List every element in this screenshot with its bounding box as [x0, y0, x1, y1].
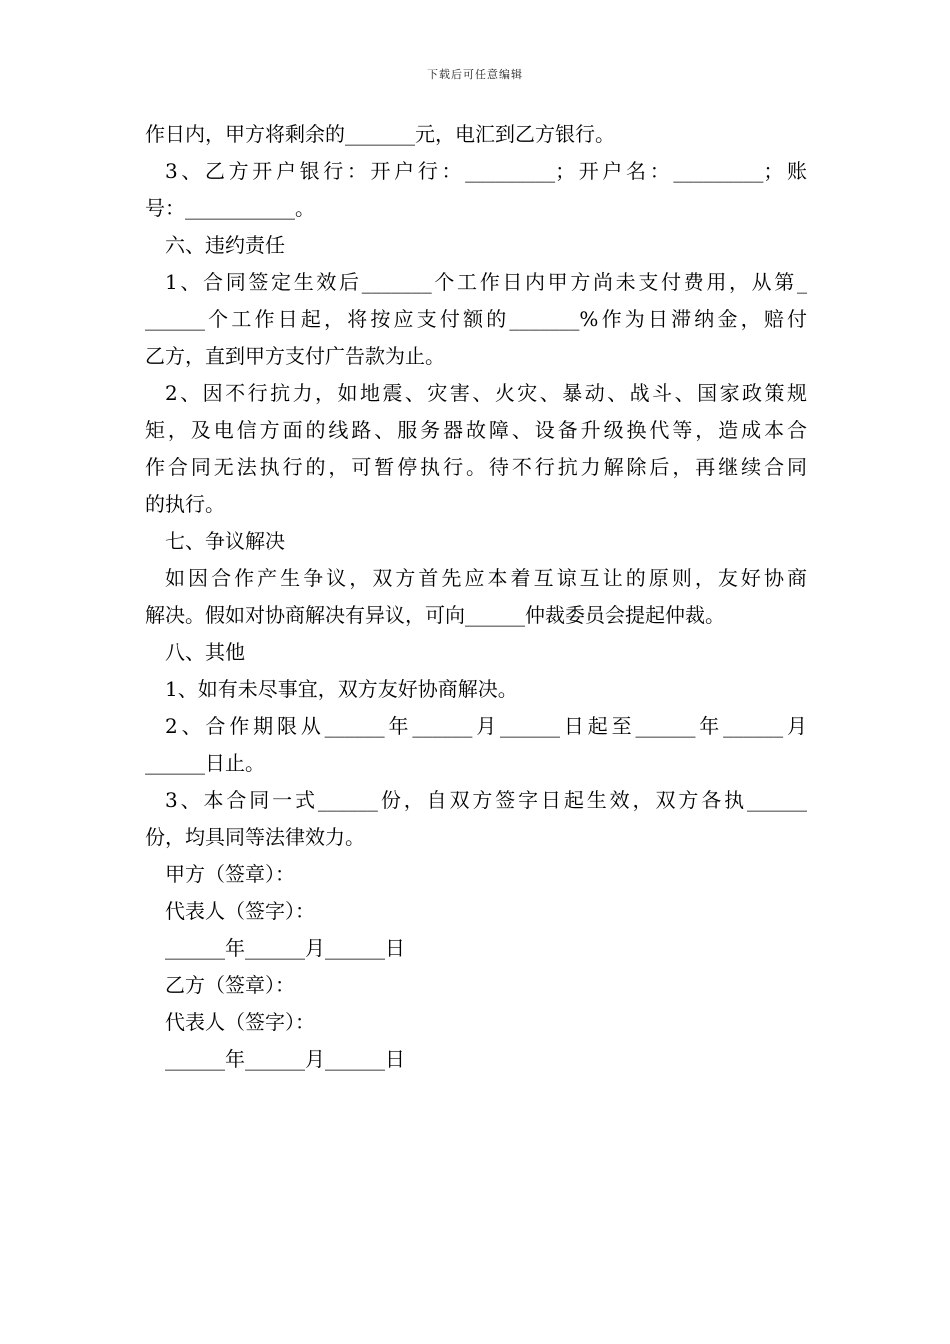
- document-line: 七、争议解决: [165, 529, 285, 553]
- document-line: 的执行。: [145, 492, 225, 516]
- document-line: 甲方（签章）：: [165, 862, 295, 886]
- document-line: 如因合作产生争议，双方首先应本着互谅互让的原则，友好协商: [165, 566, 807, 590]
- document-line: 3、乙方开户银行：开户行：_________；开户名：_________；账: [165, 159, 807, 183]
- document-line: ______年______月______日: [165, 1047, 405, 1071]
- document-line: 2、因不行抗力，如地震、灾害、火灾、暴动、战斗、国家政策规: [165, 381, 807, 405]
- document-line: ______个工作日起，将按应支付额的_______%作为日滞纳金，赔付: [145, 307, 807, 331]
- document-line: 份，均具同等法律效力。: [145, 825, 365, 849]
- page-header: 下载后可任意编辑: [427, 68, 523, 81]
- document-line: 乙方（签章）：: [165, 973, 295, 997]
- document-line: ______日止。: [145, 751, 265, 775]
- document-line: 解决。假如对协商解决有异议，可向______仲裁委员会提起仲裁。: [145, 603, 725, 627]
- document-line: 作日内，甲方将剩余的_______元，电汇到乙方银行。: [145, 122, 615, 146]
- document-line: 2、合作期限从______年______月______日起至______年______月: [165, 714, 807, 738]
- document-line: ______年______月______日: [165, 936, 405, 960]
- document-line: 八、其他: [165, 640, 245, 664]
- document-line: 六、违约责任: [165, 233, 285, 257]
- document-line: 号：___________。: [145, 196, 315, 220]
- document-line: 代表人（签字）：: [165, 899, 315, 923]
- document-body: [145, 116, 807, 1078]
- document-line: 1、如有未尽事宜，双方友好协商解决。: [165, 677, 518, 701]
- document-line: 乙方，直到甲方支付广告款为止。: [145, 344, 445, 368]
- document-line: 矩，及电信方面的线路、服务器故障、设备升级换代等，造成本合: [145, 418, 807, 442]
- document-line: 作合同无法执行的，可暂停执行。待不行抗力解除后，再继续合同: [145, 455, 807, 479]
- document-line: 3、本合同一式______份，自双方签字日起生效，双方各执______: [165, 788, 807, 812]
- document-line: 代表人（签字）：: [165, 1010, 315, 1034]
- document-line: 1、合同签定生效后_______个工作日内甲方尚未支付费用，从第_: [165, 270, 807, 294]
